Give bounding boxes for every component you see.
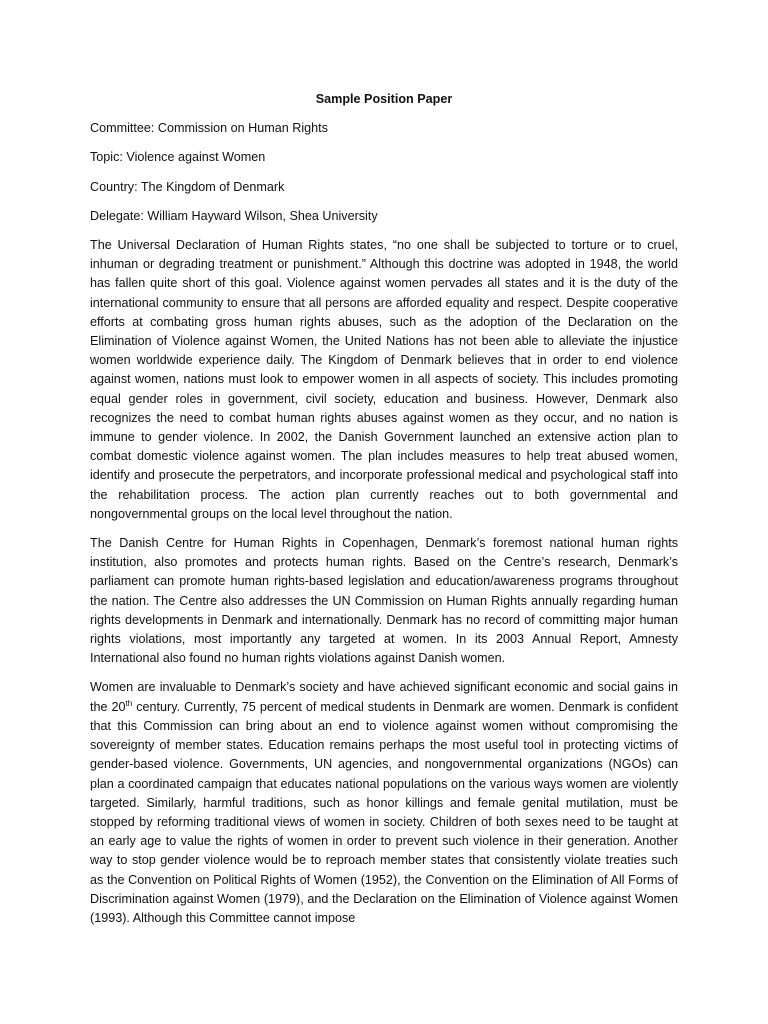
topic-line: Topic: Violence against Women — [90, 150, 266, 165]
delegate-line: Delegate: William Hayward Wilson, Shea University — [90, 208, 378, 223]
paragraph-3-part-1: Women are invaluable to Denmark’s society and have achieved significant economic and social gains in the 20 — [90, 680, 678, 714]
document-page — [90, 90, 678, 938]
paragraph-3-part-2: century. Currently, 75 percent of medical students in Denmark are women. Denmark is confident that this Commission can bring about an end to violence against women without compromising the sovereignty of member states. Education remains perhaps the most useful tool in protecting victims of gender-based violence. Governments, UN agencies, and nongovernmental organizations (NGOs) can plan a coordinated campaign that educates national populations on the various ways women are violently targeted. Similarly, harmful traditions, such as honor killings and female genital mutilation, must be stopped by reforming traditional views of women in society. Children of both sexes need to be taught at an early age to value the rights of women in order to prevent such violence in their generation. Another way to stop gender violence would be to reproach member states that consistently violate treaties such as the Convention on Political Rights of Women (1952), the Convention on the Elimination of All Forms of Discrimination against Women (1979), and the Declaration on the Elimination of Violence against Women (1993). Although this Committee cannot impose — [90, 699, 679, 925]
ordinal-superscript: th — [125, 698, 133, 708]
committee-line: Committee: Commission on Human Rights — [90, 121, 328, 136]
country-line: Country: The Kingdom of Denmark — [90, 179, 285, 194]
paragraph-2: The Danish Centre for Human Rights in Copenhagen, Denmark’s foremost national human rights institution, also promotes and protects human rights. Based on the Centre’s research, Denmark’s parliament can promote human rights-based legislation and education/awareness programs throughout the nation. The Centre also addresses the UN Commission on Human Rights annually regarding human rights developments in Denmark and internationally. Denmark has no record of committing major human rights violations, most importantly any targeted at women. In its 2003 Annual Report, Amnesty International also found no human rights violations against Danish women. — [90, 536, 678, 666]
document-title: Sample Position Paper — [315, 92, 453, 106]
paragraph-3 — [90, 678, 678, 928]
paragraph-1: The Universal Declaration of Human Rights states, “no one shall be subjected to torture or to cruel, inhuman or degrading treatment or punishment.” Although this doctrine was adopted in 1948, the world has fallen quite short of this goal. Violence against women pervades all states and it is the duty of the international community to ensure that all persons are afforded equality and respect. Despite cooperative efforts at combating gross human rights abuses, such as the adoption of the Declaration on the Elimination of Violence against Women, the United Nations has not been able to alleviate the injustice women worldwide experience daily. The Kingdom of Denmark believes that in order to end violence against women, nations must look to empower women in all aspects of society. This includes promoting equal gender roles in government, civil society, education and business. However, Denmark also recognizes the need to combat human rights abuses against women as they occur, and no nation is immune to gender violence. In 2002, the Danish Government launched an extensive action plan to combat domestic violence against women. The plan includes measures to help treat abused women, identify and prosecute the perpetrators, and incorporate professional medical and psychological staff into the rehabilitation process. The action plan currently reaches out to both governmental and nongovernmental groups on the local level throughout the nation. — [90, 238, 678, 521]
